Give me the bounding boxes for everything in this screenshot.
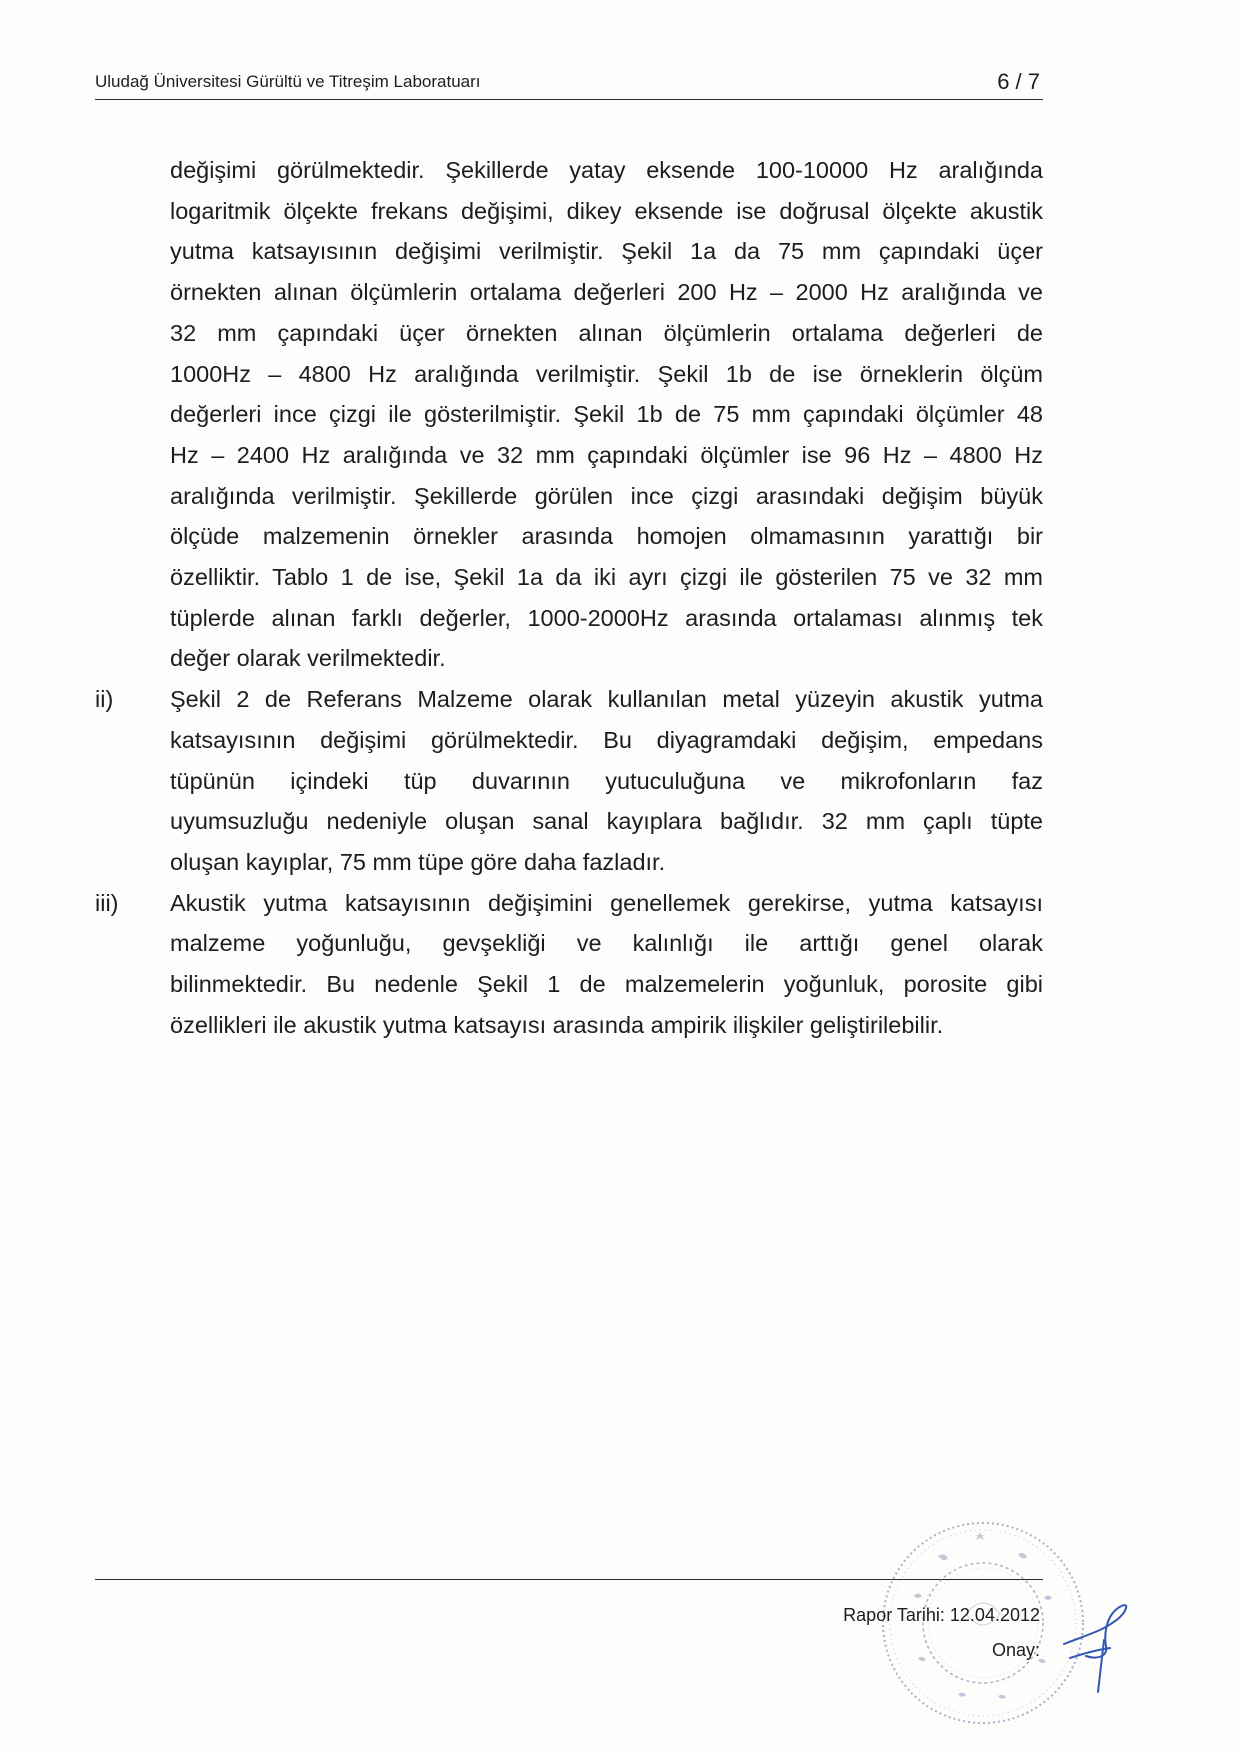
approval-label: Onay:: [991, 1640, 1040, 1660]
paragraph-line: bilinmektedir. Bu nedenle Şekil 1 de malzemelerin yoğunluk, porosite gibi: [170, 971, 1043, 998]
paragraph-line: Hz – 2400 Hz aralığında ve 32 mm çapındaki ölçümler ise 96 Hz – 4800 Hz: [170, 441, 1043, 468]
paragraph-line: tüpünün içindeki tüp duvarının yutuculuğuna ve mikrofonların faz: [170, 767, 1043, 794]
paragraph-line: değerleri ince çizgi ile gösterilmiştir. Şekil 1b de 75 mm çapındaki ölçümler 48: [170, 401, 1043, 428]
paragraph-line: 32 mm çapındaki üçer örnekten alınan ölçümlerin ortalama değerleri de: [170, 319, 1043, 346]
list-marker: ii): [95, 686, 114, 713]
paragraph-line: Akustik yutma katsayısının değişimini genellemek gerekirse, yutma katsayısı: [170, 889, 1043, 916]
report-date-value: 12.04.2012: [949, 1605, 1040, 1625]
paragraph-line: özellikleri ile akustik yutma katsayısı arasında ampirik ilişkiler geliştirilebilir.: [170, 1011, 944, 1038]
list-item-ii: [95, 679, 1043, 883]
signature: [1060, 1600, 1130, 1695]
intro-paragraph: [95, 150, 1043, 679]
paragraph-line: ölçüde malzemenin örnekler arasında homojen olmamasının yarattığı bir: [170, 523, 1043, 550]
paragraph-line: aralığında verilmiştir. Şekillerde görülen ince çizgi arasındaki değişim büyük: [170, 482, 1043, 509]
paragraph-line: logaritmik ölçekte frekans değişimi, dikey eksende ise doğrusal ölçekte akustik: [170, 197, 1043, 224]
paragraph-line: değer olarak verilmektedir.: [170, 645, 446, 672]
paragraph-line: değişimi görülmektedir. Şekillerde yatay eksende 100-10000 Hz aralığında: [170, 157, 1043, 183]
list-item-iii: [95, 883, 1043, 1046]
paragraph-line: uyumsuzluğu nedeniyle oluşan sanal kayıplara bağlıdır. 32 mm çaplı tüpte: [170, 808, 1043, 835]
paragraph-line: yutma katsayısının değişimi verilmiştir. Şekil 1a da 75 mm çapındaki üçer: [170, 238, 1043, 265]
paragraph-line: örnekten alınan ölçümlerin ortalama değerleri 200 Hz – 2000 Hz aralığında ve: [170, 279, 1043, 306]
paragraph-line: tüplerde alınan farklı değerler, 1000-2000Hz arasında ortalaması alınmış tek: [170, 604, 1043, 631]
paragraph-line: oluşan kayıplar, 75 mm tüpe göre daha fazladır.: [170, 848, 666, 875]
report-date: [843, 1604, 1040, 1626]
paragraph-line: 1000Hz – 4800 Hz aralığında verilmiştir. Şekil 1b de ise örneklerin ölçüm: [170, 360, 1043, 387]
header-institution: Uludağ Üniversitesi Gürültü ve Titreşim Laboratuarı: [95, 72, 481, 91]
paragraph-line: özelliktir. Tablo 1 de ise, Şekil 1a da iki ayrı çizgi ile gösterilen 75 ve 32 mm: [170, 564, 1043, 591]
paragraph-line: Şekil 2 de Referans Malzeme olarak kullanılan metal yüzeyin akustik yutma: [170, 686, 1043, 713]
list-marker: iii): [95, 889, 119, 916]
header-divider: [95, 99, 1043, 100]
page-number: 6 / 7: [997, 69, 1040, 94]
paragraph-line: malzeme yoğunluğu, gevşekliği ve kalınlığı ile arttığı genel olarak: [170, 930, 1043, 957]
report-body: [95, 150, 1043, 1045]
report-date-label: Rapor Tarihi:: [843, 1605, 945, 1625]
paragraph-line: katsayısının değişimi görülmektedir. Bu diyagramdaki değişim, empedans: [170, 726, 1043, 753]
